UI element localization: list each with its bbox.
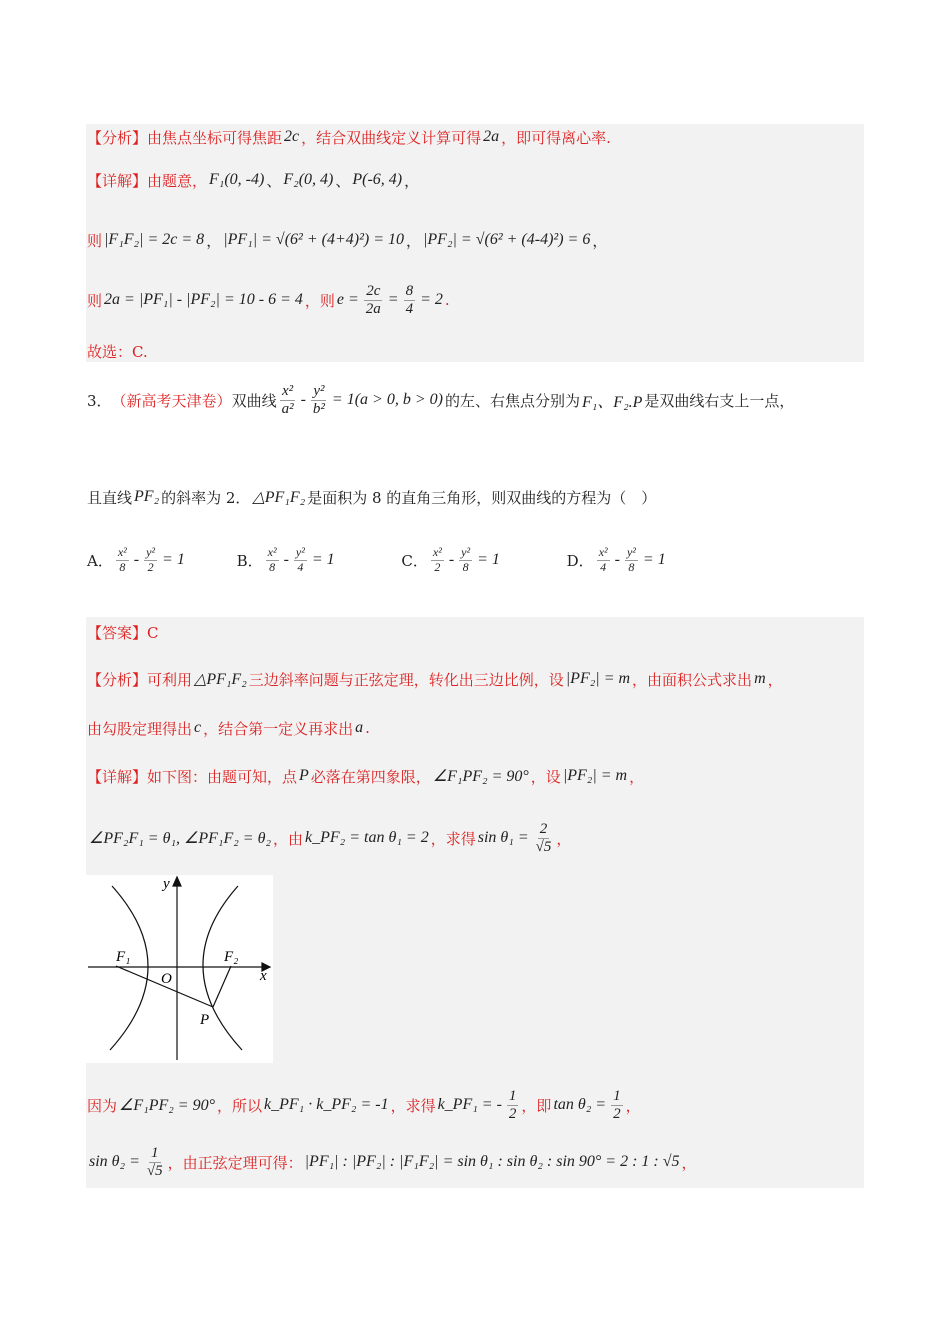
text-run: 、 [335, 171, 351, 190]
fraction [116, 546, 129, 573]
text-run: ，则 [304, 291, 335, 310]
text-run: ， [404, 171, 420, 190]
math-expression: = 2 [420, 291, 443, 308]
fraction [404, 283, 416, 317]
text-run: ，结合第一定义再求出 [203, 719, 354, 738]
text-run: ， [556, 829, 572, 848]
fraction [459, 546, 472, 573]
denominator: 8 [628, 559, 635, 574]
text-line [87, 659, 783, 699]
text-line [87, 477, 656, 517]
math-expression: |PF₂| = m [565, 670, 631, 687]
numerator: y² [461, 545, 471, 560]
text-line [87, 1142, 697, 1182]
text-run: 的左、右焦点分别为 [444, 391, 580, 410]
f2-label: F₂ [224, 949, 239, 965]
text-run: 【详解】由题意， [87, 171, 208, 190]
numerator: 1 [508, 1088, 517, 1104]
fraction [507, 1088, 519, 1122]
numerator: 8 [405, 283, 414, 299]
numerator: x² [432, 545, 442, 560]
hyperbola-figure [86, 875, 273, 1063]
text-run: 是面积为 8 的直角三角形，则双曲线的方程为（ ） [307, 488, 657, 507]
math-expression: - [448, 551, 455, 568]
denominator: b² [312, 400, 325, 417]
text-run: 【分析】由焦点坐标可得焦距 [87, 128, 283, 147]
fraction [364, 283, 383, 317]
math-expression: △PF₁F₂ [252, 489, 306, 506]
numerator: y² [295, 545, 305, 560]
numerator: y² [626, 545, 636, 560]
math-expression: △PF₁F₂ [194, 671, 247, 688]
text-run: D． [501, 551, 594, 570]
numerator: x² [282, 383, 294, 399]
fraction [266, 546, 279, 573]
text-run: ，求得 [390, 1096, 436, 1115]
text-run: ， [681, 1153, 697, 1172]
text-run: ，由 [273, 829, 304, 848]
text-line [87, 280, 450, 320]
numerator: x² [598, 545, 608, 560]
math-expression: = 1 [311, 551, 335, 568]
numerator: x² [117, 545, 127, 560]
text-run: 三边斜率问题与正弦定理，转化出三边比例，设 [248, 670, 564, 689]
text-line [87, 818, 571, 858]
denominator: √5 [535, 838, 552, 855]
math-expression: = 1 [162, 551, 185, 568]
text-run: ，由正弦定理可得： [167, 1153, 303, 1172]
fraction [144, 546, 157, 573]
text-line [87, 756, 644, 796]
x-axis-label: x [260, 968, 267, 984]
text-run: ， [629, 767, 645, 786]
fraction [145, 1145, 165, 1179]
text-run: 、 [266, 171, 282, 190]
numerator: 1 [613, 1088, 621, 1104]
text-run: 的斜率为 2． [161, 488, 251, 507]
fraction [280, 383, 296, 417]
text-line [87, 117, 611, 157]
text-run: ，结合双曲线定义计算可得 [301, 128, 482, 147]
text-run: C． [336, 551, 428, 570]
text-line [87, 1085, 641, 1125]
fraction [311, 383, 327, 417]
denominator: 4 [297, 559, 304, 574]
math-expression: = [387, 291, 399, 308]
text-run: ，求得 [430, 829, 476, 848]
text-run: ，设 [530, 767, 561, 786]
math-expression: |F₁F₂| = 2c = 8 [104, 231, 205, 248]
numerator: 2 [539, 821, 548, 837]
text-run: 且直线 [87, 488, 133, 507]
text-run: B． [186, 551, 263, 570]
text-run: 【分析】可利用 [87, 670, 193, 689]
f1-label: F₁ [116, 949, 131, 965]
numerator: y² [313, 383, 325, 399]
math-expression: = 1(a > 0, b > 0) [331, 391, 443, 408]
text-run: ，所以 [217, 1096, 263, 1115]
math-expression: ∠F₁PF₂ = 90° [432, 768, 529, 785]
numerator: 2c [366, 283, 381, 299]
text-run: ，即可得离心率. [501, 128, 611, 147]
math-expression: = 1 [642, 551, 666, 568]
text-run: 是双曲线右支上一点， [644, 391, 795, 410]
math-expression: c [194, 719, 202, 736]
p-label: P [200, 1012, 210, 1028]
math-expression: ∠F₁PF₂ = 90° [119, 1097, 215, 1114]
text-run: 由勾股定理得出 [87, 719, 193, 738]
math-expression: F₂(0, 4) [283, 171, 334, 188]
text-run: 必落在第四象限， [310, 767, 431, 786]
text-run: ， [767, 670, 783, 689]
numerator: x² [267, 545, 277, 560]
math-expression: m [754, 670, 766, 687]
denominator: √5 [146, 1162, 163, 1179]
text-run: 因为 [87, 1096, 118, 1115]
math-expression: - [133, 551, 140, 568]
denominator: 2 [434, 559, 441, 574]
denominator: 8 [462, 559, 469, 574]
denominator: 8 [269, 559, 276, 574]
text-line [87, 160, 419, 200]
origin-label: O [161, 971, 172, 987]
math-expression: F₁、F₂.P [581, 393, 643, 411]
text-run: ，即 [521, 1096, 552, 1115]
text-run: 则 [87, 231, 103, 250]
text-line [87, 708, 370, 748]
math-expression: ∠PF₂F₁ = θ₁, ∠PF₁F₂ = θ₂ [89, 830, 272, 847]
denominator: a² [281, 400, 294, 417]
text-run: 双曲线 [231, 391, 277, 410]
math-expression: k_PF₁ = - [437, 1096, 502, 1113]
math-expression: - [283, 551, 289, 568]
math-expression: |PF₂| = m [562, 767, 628, 784]
numerator: 1 [151, 1145, 159, 1161]
fraction [625, 546, 638, 573]
fraction [431, 546, 444, 573]
denominator: 2 [613, 1105, 621, 1122]
denominator: 8 [119, 559, 126, 574]
math-expression: PF₂ [134, 488, 160, 505]
math-expression: - [614, 551, 620, 568]
math-expression: k_PF₁ · k_PF₂ = -1 [264, 1096, 389, 1113]
math-expression: sin θ₁ = [477, 829, 529, 846]
math-expression: P [299, 767, 309, 784]
text-run: ， [206, 231, 222, 250]
math-expression: |PF₁| = √(6² + (4+4)²) = 10 [223, 231, 404, 248]
math-expression: e = [336, 291, 359, 308]
left-branch [110, 886, 148, 1050]
denominator: 2 [508, 1105, 517, 1122]
denominator: 2 [147, 559, 154, 574]
math-expression: tan θ₂ = [553, 1096, 607, 1113]
math-expression: P(-6, 4) [352, 171, 403, 188]
numerator: y² [146, 545, 156, 560]
text-run: 则 [87, 291, 103, 310]
math-expression: = 1 [477, 551, 500, 568]
text-line [87, 331, 148, 371]
text-run: 【详解】如下图：由题可知，点 [87, 767, 298, 786]
denominator: 4 [600, 559, 607, 574]
text-run: ， [625, 1096, 641, 1115]
segment-f2-p [213, 966, 231, 1007]
math-expression: F₁(0, -4) [209, 171, 265, 188]
denominator: 4 [405, 300, 414, 317]
text-line [87, 220, 607, 260]
math-expression: 2a [483, 128, 500, 145]
math-expression: - [300, 391, 306, 408]
fraction [534, 821, 554, 855]
text-run: . [444, 291, 450, 309]
text-line [87, 540, 668, 580]
math-expression: |PF₁| : |PF₂| : |F₁F₂| = sin θ₁ : sin θ₂ : sin 90° = 2 : 1 : √5 [304, 1153, 680, 1170]
y-axis-arrow [173, 877, 181, 886]
text-line [87, 612, 158, 652]
denominator: 2a [365, 300, 381, 317]
fraction [294, 546, 307, 573]
math-expression: sin θ₂ = [89, 1153, 140, 1170]
text-run: ，由面积公式求出 [632, 670, 753, 689]
text-run: （新高考天津卷） [111, 391, 232, 410]
math-expression: a [355, 719, 364, 736]
text-run: 3． [87, 391, 112, 410]
text-run: ， [592, 231, 608, 250]
fraction [597, 546, 610, 573]
fraction [611, 1088, 623, 1122]
math-expression: 2c [284, 128, 300, 145]
text-run: . [365, 719, 370, 737]
math-expression: |PF₂| = √(6² + (4-4)²) = 6 [423, 231, 591, 248]
text-run: ， [405, 231, 421, 250]
text-run: 故选：C. [87, 342, 148, 361]
math-expression: 2a = |PF₁| - |PF₂| = 10 - 6 = 4 [104, 291, 303, 308]
y-axis-label: y [163, 876, 170, 892]
text-run: 【答案】C [87, 623, 159, 642]
text-line [87, 380, 794, 420]
text-run: A． [87, 551, 113, 570]
math-expression: k_PF₂ = tan θ₁ = 2 [305, 829, 429, 846]
